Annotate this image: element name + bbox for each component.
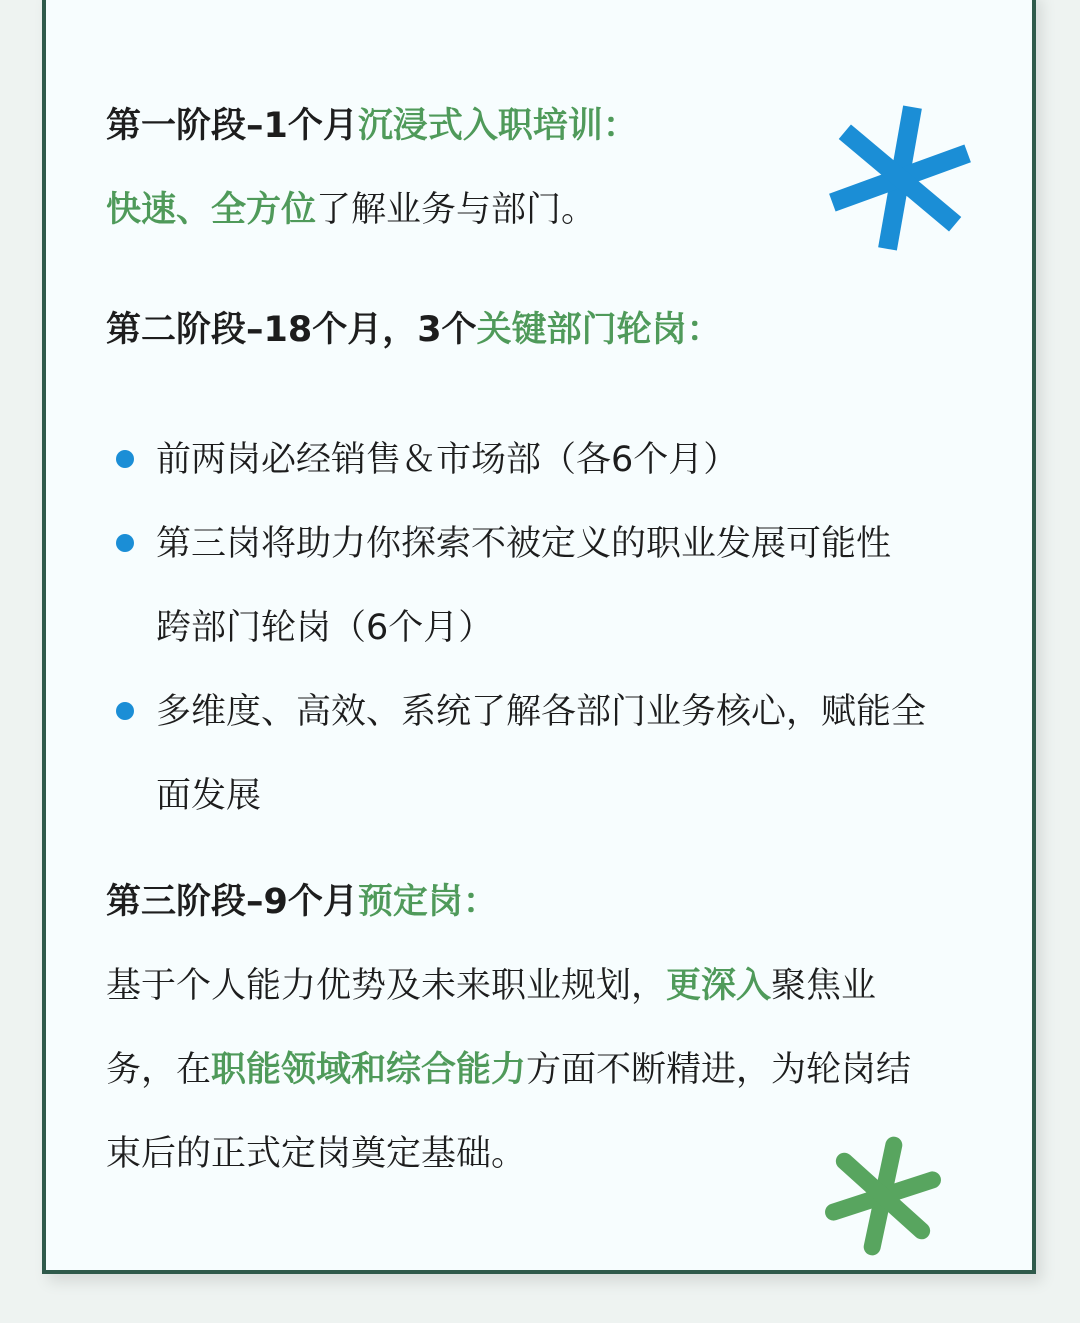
stage2-title-prefix: 第二阶段–18个月，3个 [106,310,477,350]
stage1-desc-highlight: 快速、全方位 [106,190,317,230]
stage3-highlight: 职能领域和综合能力 [211,1050,527,1090]
bullet-dot-icon [116,534,134,552]
stage1-title [106,104,638,148]
stage3-text: 基于个人能力优势及未来职业规划， [106,966,667,1006]
green-asterisk-icon [820,1134,946,1258]
blue-asterisk-icon [822,100,978,256]
bullet-line: 面发展 [156,776,262,816]
stage1-title-highlight: 沉浸式入职培训： [357,106,638,146]
stage1-desc-text: 了解业务与部门。 [316,190,597,230]
stage3-title-prefix: 第三阶段–9个月 [106,882,358,922]
bullet-line: 第三岗将助力你探索不被定义的职业发展可能性 [156,524,892,564]
stage1-title-prefix: 第一阶段–1个月 [106,106,358,146]
bullet-line: 跨部门轮岗（6个月） [156,608,494,648]
stage3-title-highlight: 预定岗： [357,882,498,922]
stage3-text: 务，在 [106,1050,212,1090]
stage3-title [106,880,498,924]
stage3-text: 方面不断精进，为轮岗结 [526,1050,912,1090]
bullet-dot-icon [116,450,134,468]
bullet-line: 前两岗必经销售＆市场部（各6个月） [156,440,739,480]
stage3-paragraph-line [106,964,876,1008]
stage3-paragraph-line: 束后的正式定岗奠定基础。 [106,1134,527,1174]
bullet-dot-icon [116,702,134,720]
stage2-title [106,308,722,352]
bullet-line: 多维度、高效、系统了解各部门业务核心，赋能全 [156,692,927,732]
stage3-highlight: 更深入 [666,966,772,1006]
stage3-paragraph-line [106,1048,911,1092]
stage2-title-highlight: 关键部门轮岗： [476,310,722,350]
stage3-text: 聚焦业 [771,966,877,1006]
stage1-description [106,188,596,232]
